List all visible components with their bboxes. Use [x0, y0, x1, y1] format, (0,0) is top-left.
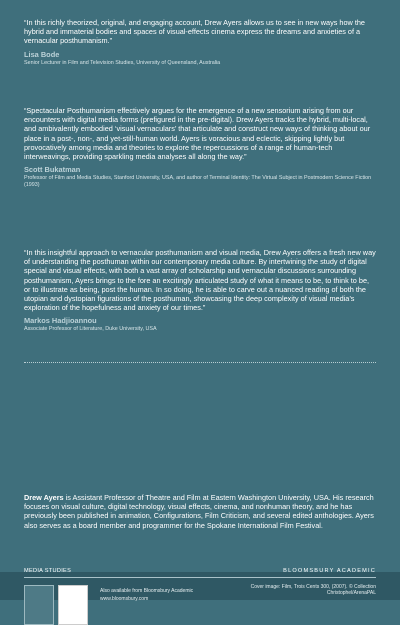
quote-affiliation: Senior Lecturer in Film and Television Studies, University of Queensland, Australia [24, 59, 221, 66]
cover-credit: Cover image: Film, Trois Cents 300, (2007). © Collection Christophel/ArenaPAL [250, 584, 376, 596]
subject-label: MEDIA STUDIES [24, 568, 72, 574]
quote-affiliation: Professor of Film and Media Studies, Stanford University, USA, and author of Terminal Identity: The Virtual Subject in Postmodern Science Fiction (1993) [24, 175, 372, 189]
quote-1 [24, 18, 376, 67]
quote-text: “In this insightful approach to vernacular posthumanism and visual media, Drew Ayers offers a fresh new way of understanding the posthuman within our contemporary media culture. By intertwining the study of digital special and visual effects, with both a vast array of scholarship and vernacular discussions surrounding posthumanism, Ayers brings to the fore an excitingly articulated study of what it means to be, to think to be, or to illustrate as being, post the human. In so doing, he is able to carve out a nuanced reading of both the utopian and dystopian figurations of the posthuman, showcasing the deep complexity of visual media’s exploration of the hopefulness and anxiety of our times.” [24, 248, 376, 313]
quote-3 [24, 248, 376, 333]
book-cover-1 [24, 585, 54, 625]
quote-text: “Spectacular Posthumanism effectively argues for the emergence of a new sensorium arising from our encounters with digital media forms (prefigured in the pre-digital). Drew Ayers tracks the hybrid, multi-local, and ambivalently embodied ‘visual vernaculars’ that articulate and construct new ways of thinking about our place in a post-, non-, and yet-still-human world. Ayers is voracious and eclectic, skipping lightly but provocatively among media and theories to explore the repercussions of a range of human-tech interweavings, providing sparkling media analyses all along the way.” [24, 106, 371, 162]
quote-text: “In this richly theorized, original, and engaging account, Drew Ayers allows us to see in new ways how the hybrid and immaterial bodies and spaces of visual-effects cinema express the dreams and anxieties of a vernacular posthumanism.” [24, 18, 365, 46]
also-available-text: Also available from Bloomsbury Academic [100, 588, 194, 594]
quote-affiliation: Associate Professor of Literature, Duke University, USA [24, 326, 157, 333]
author-bio [24, 493, 376, 530]
footer-rule [24, 577, 376, 578]
divider [24, 362, 376, 363]
quote-author: Lisa Bode [24, 49, 60, 59]
author-name: Drew Ayers [24, 493, 64, 502]
quote-author: Markos Hadjioannou [24, 316, 97, 326]
bio-text: is Assistant Professor of Theatre and Film at Eastern Washington University, USA. His research focuses on visual culture, digital technology, visual effects, cinema, and nonhuman theory, and he has previously been published in animation, Configurations, Film Criticism, and several edited anthologies. Ayers also serves as a board member and programmer for the Spokane International Film Festival. [24, 493, 374, 530]
quote-author: Scott Bukatman [24, 165, 81, 175]
book-cover-2 [58, 585, 88, 625]
website-link[interactable]: www.bloomsbury.com [100, 596, 149, 602]
quote-2 [24, 106, 376, 189]
publisher-label: BLOOMSBURY ACADEMIC [283, 568, 376, 574]
